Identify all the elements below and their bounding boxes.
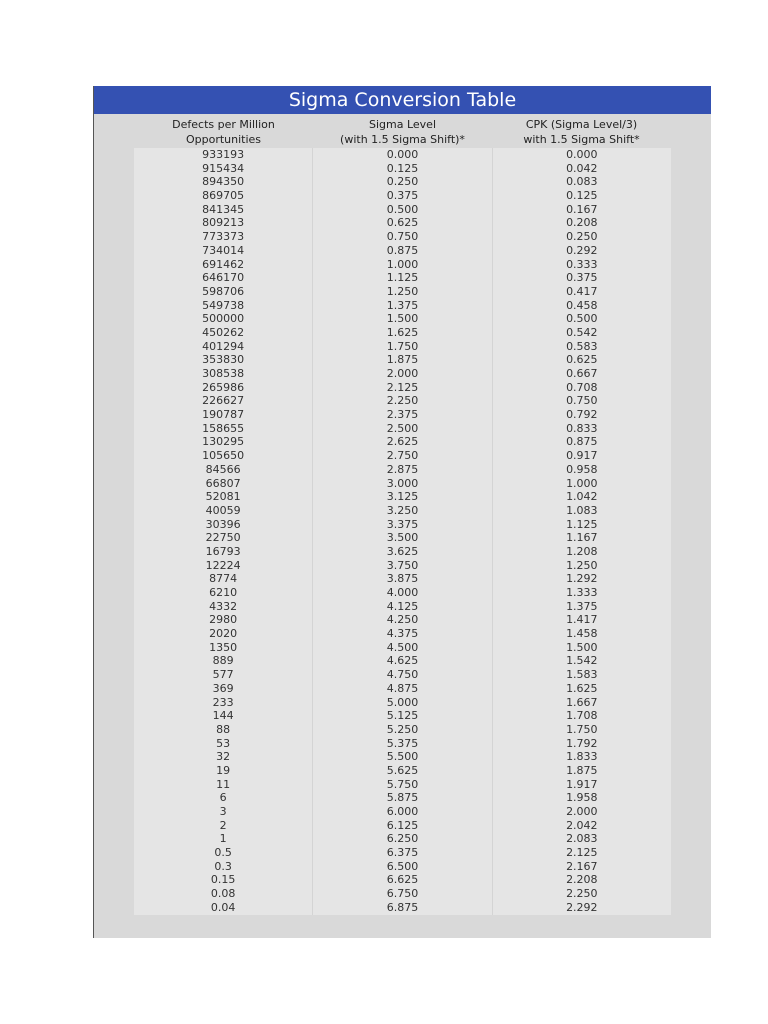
table-row — [134, 258, 671, 272]
cell-sigma-level: 0.750 — [313, 230, 492, 244]
table-row — [134, 435, 671, 449]
cell-sigma-level: 5.750 — [313, 778, 492, 792]
cell-cpk: 1.458 — [566, 627, 598, 641]
column-header-sigma-level — [313, 117, 492, 149]
table-row — [134, 490, 671, 504]
table-title: Sigma Conversion Table — [94, 86, 711, 114]
cell-dpmo: 2020 — [134, 627, 313, 641]
cell-cpk: 1.708 — [566, 709, 598, 723]
cell-cpk: 1.583 — [566, 668, 598, 682]
table-row — [134, 353, 671, 367]
table-row — [134, 682, 671, 696]
column-header-dpmo-line-1: Defects per Million — [172, 118, 275, 131]
cell-cpk: 0.458 — [566, 298, 598, 312]
table-header-row — [134, 117, 671, 149]
table-row — [134, 805, 671, 819]
cell-sigma-level: 0.500 — [313, 203, 492, 217]
table-row — [134, 367, 671, 381]
table-row — [134, 572, 671, 586]
column-header-cpk-line-1: CPK (Sigma Level/3) — [525, 118, 638, 131]
table-row — [134, 244, 671, 258]
cell-cpk: 1.000 — [566, 476, 598, 490]
cell-sigma-level: 0.875 — [313, 244, 492, 258]
cell-cpk: 2.250 — [566, 887, 598, 901]
cell-dpmo: 88 — [134, 723, 313, 737]
cell-sigma-level: 4.625 — [313, 654, 492, 668]
cell-cpk: 0.042 — [566, 161, 598, 175]
cell-cpk: 1.042 — [566, 490, 598, 504]
table-row — [134, 285, 671, 299]
cell-sigma-level: 6.625 — [313, 873, 492, 887]
table-row — [134, 723, 671, 737]
cell-sigma-level: 0.000 — [313, 148, 492, 162]
cell-dpmo: 598706 — [134, 285, 313, 299]
cell-dpmo: 809213 — [134, 216, 313, 230]
cell-cpk: 0.083 — [566, 175, 598, 189]
cell-dpmo: 22750 — [134, 531, 313, 545]
cell-dpmo: 11 — [134, 778, 313, 792]
table-row — [134, 394, 671, 408]
cell-dpmo: 0.15 — [134, 873, 313, 887]
cell-cpk: 1.292 — [566, 572, 598, 586]
cell-dpmo: 2 — [134, 819, 313, 833]
cell-cpk: 0.875 — [566, 435, 598, 449]
cell-dpmo: 894350 — [134, 175, 313, 189]
cell-sigma-level: 2.875 — [313, 463, 492, 477]
cell-sigma-level: 1.625 — [313, 326, 492, 340]
cell-sigma-level: 3.875 — [313, 572, 492, 586]
cell-cpk: 0.583 — [566, 339, 598, 353]
cell-sigma-level: 0.125 — [313, 162, 492, 176]
cell-sigma-level: 4.875 — [313, 682, 492, 696]
cell-cpk: 1.083 — [566, 503, 598, 517]
column-header-sigma-level-line-2: (with 1.5 Sigma Shift)* — [340, 133, 465, 146]
cell-cpk: 0.750 — [566, 394, 598, 408]
cell-cpk: 2.167 — [566, 859, 598, 873]
cell-dpmo: 16793 — [134, 545, 313, 559]
table-row — [134, 764, 671, 778]
cell-cpk: 1.500 — [566, 640, 598, 654]
cell-cpk: 2.000 — [566, 805, 598, 818]
table-row — [134, 668, 671, 682]
cell-sigma-level: 6.125 — [313, 819, 492, 833]
cell-dpmo: 369 — [134, 682, 313, 696]
cell-cpk: 0.292 — [566, 243, 598, 257]
table-body — [134, 148, 671, 915]
cell-dpmo: 500000 — [134, 312, 313, 326]
cell-sigma-level: 3.625 — [313, 545, 492, 559]
table-row — [134, 709, 671, 723]
cell-sigma-level: 4.250 — [313, 613, 492, 627]
table-row — [134, 477, 671, 491]
column-header-sigma-level-line-1: Sigma Level — [368, 118, 436, 131]
cell-cpk: 1.958 — [566, 791, 598, 805]
cell-sigma-level: 6.250 — [313, 832, 492, 846]
cell-cpk: 0.000 — [566, 148, 598, 161]
cell-cpk: 0.375 — [566, 271, 598, 285]
cell-cpk: 0.833 — [566, 421, 598, 435]
table-row — [134, 271, 671, 285]
cell-sigma-level: 1.500 — [313, 312, 492, 326]
cell-dpmo: 401294 — [134, 340, 313, 354]
cell-dpmo: 773373 — [134, 230, 313, 244]
cell-cpk: 1.667 — [566, 695, 598, 709]
cell-sigma-level: 0.375 — [313, 189, 492, 203]
table-row — [134, 326, 671, 340]
table-row — [134, 641, 671, 655]
column-header-dpmo-line-2: Opportunities — [185, 133, 262, 146]
cell-dpmo: 0.04 — [134, 901, 313, 915]
table-row — [134, 778, 671, 792]
table-row — [134, 175, 671, 189]
cell-cpk: 2.208 — [566, 873, 598, 887]
cell-sigma-level: 2.375 — [313, 408, 492, 422]
cell-cpk: 0.250 — [566, 230, 598, 244]
cell-dpmo: 0.5 — [134, 846, 313, 860]
cell-sigma-level: 3.500 — [313, 531, 492, 545]
cell-sigma-level: 1.750 — [313, 340, 492, 354]
cell-cpk: 0.625 — [566, 353, 598, 367]
cell-dpmo: 3 — [134, 805, 313, 819]
cell-sigma-level: 3.375 — [313, 518, 492, 532]
cell-cpk: 0.792 — [566, 408, 598, 422]
table-row — [134, 230, 671, 244]
cell-sigma-level: 1.000 — [313, 258, 492, 272]
cell-sigma-level: 5.000 — [313, 696, 492, 710]
table-row — [134, 696, 671, 710]
cell-sigma-level: 5.875 — [313, 791, 492, 805]
cell-cpk: 0.708 — [566, 380, 598, 394]
cell-sigma-level: 1.250 — [313, 285, 492, 299]
cell-sigma-level: 4.000 — [313, 586, 492, 600]
table-row — [134, 559, 671, 573]
cell-sigma-level: 2.125 — [313, 381, 492, 395]
table-row — [134, 449, 671, 463]
cell-dpmo: 2980 — [134, 613, 313, 627]
cell-dpmo: 0.08 — [134, 887, 313, 901]
cell-sigma-level: 5.625 — [313, 764, 492, 778]
cell-dpmo: 646170 — [134, 271, 313, 285]
table-row — [134, 545, 671, 559]
cell-sigma-level: 2.250 — [313, 394, 492, 408]
cell-cpk: 0.125 — [566, 189, 598, 203]
cell-dpmo: 8774 — [134, 572, 313, 586]
cell-cpk: 1.792 — [566, 736, 598, 750]
cell-cpk: 0.667 — [566, 367, 598, 380]
cell-cpk: 1.625 — [566, 681, 598, 695]
cell-dpmo: 0.3 — [134, 860, 313, 874]
table-row — [134, 600, 671, 614]
cell-sigma-level: 5.125 — [313, 709, 492, 723]
cell-sigma-level: 1.875 — [313, 353, 492, 367]
cell-cpk: 0.208 — [566, 216, 598, 230]
cell-dpmo: 30396 — [134, 518, 313, 532]
table-row — [134, 819, 671, 833]
cell-cpk: 1.208 — [566, 544, 598, 558]
table-row — [134, 750, 671, 764]
table-row — [134, 422, 671, 436]
cell-dpmo: 308538 — [134, 367, 313, 381]
cell-sigma-level: 6.500 — [313, 860, 492, 874]
table-row — [134, 216, 671, 230]
cell-sigma-level: 3.250 — [313, 504, 492, 518]
cell-cpk: 1.750 — [566, 722, 598, 736]
cell-dpmo: 32 — [134, 750, 313, 764]
cell-dpmo: 84566 — [134, 463, 313, 477]
table-row — [134, 312, 671, 326]
table-row — [134, 518, 671, 532]
cell-cpk: 1.167 — [566, 531, 598, 545]
cell-dpmo: 353830 — [134, 353, 313, 367]
cell-sigma-level: 5.250 — [313, 723, 492, 737]
cell-dpmo: 226627 — [134, 394, 313, 408]
cell-cpk: 0.167 — [566, 202, 598, 216]
cell-dpmo: 869705 — [134, 189, 313, 203]
cell-cpk: 1.125 — [566, 517, 598, 531]
cell-dpmo: 40059 — [134, 504, 313, 518]
cell-dpmo: 233 — [134, 696, 313, 710]
cell-sigma-level: 4.375 — [313, 627, 492, 641]
cell-dpmo: 1350 — [134, 641, 313, 655]
cell-cpk: 1.542 — [566, 654, 598, 668]
table-row — [134, 887, 671, 901]
cell-dpmo: 6 — [134, 791, 313, 805]
cell-dpmo: 889 — [134, 654, 313, 668]
table-row — [134, 654, 671, 668]
table-row — [134, 791, 671, 805]
cell-sigma-level: 2.625 — [313, 435, 492, 449]
cell-sigma-level: 2.500 — [313, 422, 492, 436]
cell-dpmo: 190787 — [134, 408, 313, 422]
table-row — [134, 162, 671, 176]
cell-cpk: 0.542 — [566, 325, 598, 339]
table-row — [134, 189, 671, 203]
table-row — [134, 901, 671, 915]
cell-dpmo: 734014 — [134, 244, 313, 258]
cell-sigma-level: 0.625 — [313, 216, 492, 230]
table-row — [134, 299, 671, 313]
cell-cpk: 0.917 — [566, 449, 598, 463]
cell-cpk: 2.125 — [566, 846, 598, 860]
table-row — [134, 846, 671, 860]
cell-sigma-level: 3.750 — [313, 559, 492, 573]
cell-cpk: 1.833 — [566, 750, 598, 764]
cell-sigma-level: 2.750 — [313, 449, 492, 463]
cell-sigma-level: 3.000 — [313, 477, 492, 491]
table-row — [134, 613, 671, 627]
table-row — [134, 586, 671, 600]
cell-dpmo: 915434 — [134, 162, 313, 176]
cell-dpmo: 577 — [134, 668, 313, 682]
table-row — [134, 873, 671, 887]
cell-sigma-level: 6.750 — [313, 887, 492, 901]
cell-sigma-level: 6.000 — [313, 805, 492, 819]
cell-sigma-level: 1.125 — [313, 271, 492, 285]
cell-dpmo: 52081 — [134, 490, 313, 504]
cell-cpk: 1.333 — [566, 586, 598, 599]
cell-dpmo: 105650 — [134, 449, 313, 463]
cell-cpk: 0.500 — [566, 312, 598, 326]
cell-cpk: 0.333 — [566, 257, 598, 271]
table-row — [134, 463, 671, 477]
cell-dpmo: 691462 — [134, 258, 313, 272]
cell-sigma-level: 4.750 — [313, 668, 492, 682]
table-row — [134, 832, 671, 846]
cell-dpmo: 66807 — [134, 477, 313, 491]
cell-dpmo: 933193 — [134, 148, 313, 162]
table-row — [134, 504, 671, 518]
cell-cpk: 2.083 — [566, 832, 598, 846]
cell-sigma-level: 3.125 — [313, 490, 492, 504]
cell-sigma-level: 6.875 — [313, 901, 492, 915]
cell-cpk: 1.917 — [566, 777, 598, 791]
cell-dpmo: 549738 — [134, 299, 313, 313]
cell-sigma-level: 2.000 — [313, 367, 492, 381]
cell-cpk: 2.042 — [566, 818, 598, 832]
cell-dpmo: 265986 — [134, 381, 313, 395]
column-header-dpmo — [134, 117, 313, 149]
cell-dpmo: 53 — [134, 737, 313, 751]
table-row — [134, 203, 671, 217]
sigma-conversion-document — [93, 86, 711, 938]
table-row — [134, 531, 671, 545]
cell-sigma-level: 5.500 — [313, 750, 492, 764]
table-row — [134, 737, 671, 751]
cell-sigma-level: 0.250 — [313, 175, 492, 189]
cell-dpmo: 12224 — [134, 559, 313, 573]
table-row — [134, 860, 671, 874]
cell-sigma-level: 4.125 — [313, 600, 492, 614]
cell-sigma-level: 1.375 — [313, 299, 492, 313]
table-row — [134, 381, 671, 395]
table-row — [134, 627, 671, 641]
column-header-cpk — [492, 117, 671, 149]
cell-sigma-level: 6.375 — [313, 846, 492, 860]
cell-dpmo: 4332 — [134, 600, 313, 614]
cell-cpk: 0.958 — [566, 462, 598, 476]
cell-cpk: 0.417 — [566, 284, 598, 298]
cell-sigma-level: 4.500 — [313, 641, 492, 655]
cell-cpk: 1.875 — [566, 763, 598, 777]
cell-dpmo: 130295 — [134, 435, 313, 449]
cell-sigma-level: 5.375 — [313, 737, 492, 751]
cell-cpk: 1.250 — [566, 558, 598, 572]
table-row — [134, 148, 671, 162]
cell-cpk: 2.292 — [566, 900, 598, 914]
cell-dpmo: 19 — [134, 764, 313, 778]
cell-dpmo: 6210 — [134, 586, 313, 600]
cell-dpmo: 1 — [134, 832, 313, 846]
cell-dpmo: 450262 — [134, 326, 313, 340]
cell-dpmo: 158655 — [134, 422, 313, 436]
cell-dpmo: 841345 — [134, 203, 313, 217]
table-row — [134, 408, 671, 422]
table-row — [134, 340, 671, 354]
cell-cpk: 1.417 — [566, 613, 598, 627]
column-header-cpk-line-2: with 1.5 Sigma Shift* — [523, 133, 640, 146]
cell-cpk: 1.375 — [566, 599, 598, 613]
cell-dpmo: 144 — [134, 709, 313, 723]
